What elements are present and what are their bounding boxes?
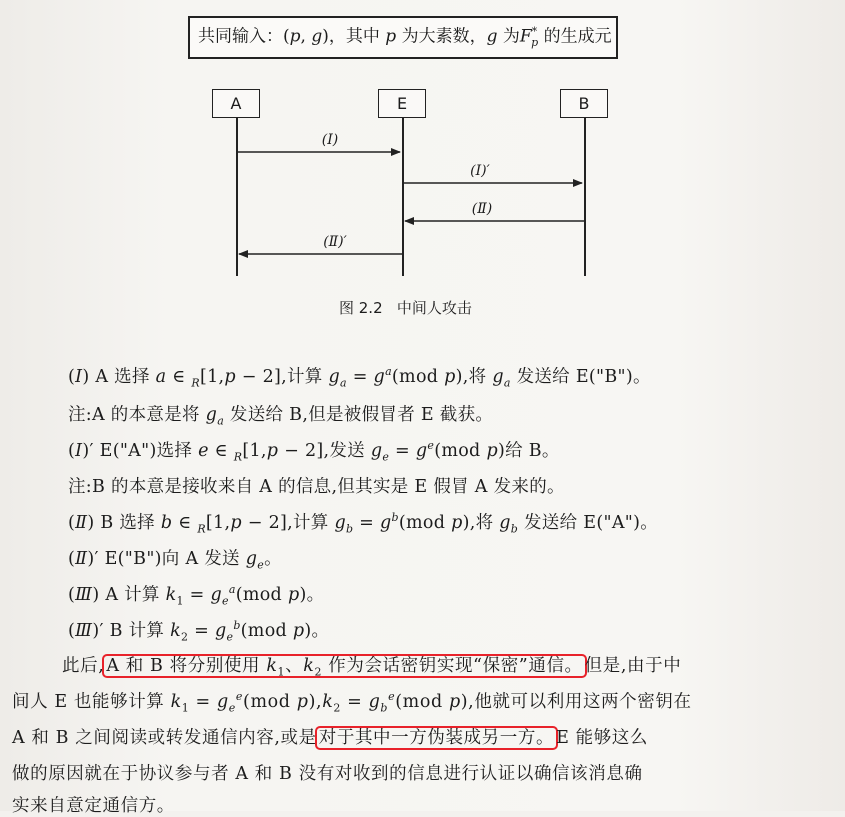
para-l1-pre: 此后, <box>62 656 105 676</box>
label-msg-1p: (Ⅰ)′ <box>470 163 490 179</box>
step-1: (Ⅰ) A 选择 a ∈ $_R$[1,p − 2],计算 $g_a = g^a(mod$ p),将 $g_a$ 发送给 E("B")。 <box>68 365 651 390</box>
step-3p: (Ⅲ)′ B 计算 $k_2 = g_e^b(mod$ p)。 <box>68 619 330 644</box>
para-l3-pre: A 和 B 之间阅读或转发通信内容,或是 <box>12 728 317 748</box>
label-msg-2: (Ⅱ) <box>471 201 493 217</box>
para-line-4: 做的原因就在于协议参与者 A 和 B 没有对收到的信息进行认证以确信该消息确 <box>12 764 643 784</box>
figure-caption: 图 2.2 中间人攻击 <box>339 299 472 317</box>
highlight-box-2: 对于其中一方伪装成另一方。 <box>315 726 558 750</box>
para-l3-post: E 能够这么 <box>556 728 648 748</box>
para-line-5: 实来自意定通信方。 <box>12 796 175 816</box>
common-input-box: 共同输入：(p, g)，其中 p 为大素数，g 为$F^*_p$ 的生成元 <box>188 16 618 59</box>
message-arrows <box>0 0 845 300</box>
step-note-1: 注:A 的本意是将 $g_a$ 发送给 B,但是被假冒者 E 截获。 <box>68 405 494 428</box>
label-msg-1: (Ⅰ) <box>321 132 339 148</box>
para-line-1 <box>62 652 681 679</box>
party-e-label: E <box>396 94 408 113</box>
party-a-label: A <box>230 94 242 113</box>
highlight-box-1: A 和 B 将分别使用 $k_1$、$k_2$ 作为会话密钥实现“保密”通信。 <box>102 654 586 678</box>
step-3: (Ⅲ) A 计算 $k_1 = g_e^a(mod$ p)。 <box>68 583 325 608</box>
label-msg-2p: (Ⅱ)′ <box>323 234 347 250</box>
para-line-3 <box>12 724 648 749</box>
para-line-2: 间人 E 也能够计算 $k_1 = g_e^e(mod$ $p),k_2 = g_b^e(mod$ p),他就可以利用这两个密钥在 <box>12 690 692 715</box>
step-2p: (Ⅱ)′ E("B")向 A 发送 $g_e$。 <box>68 549 282 572</box>
step-note-2: 注:B 的本意是接收来自 A 的信息,但其实是 E 假冒 A 发来的。 <box>68 477 565 497</box>
para-l1-post: 但是,由于中 <box>584 656 682 676</box>
party-b-label: B <box>578 94 590 113</box>
step-1p: (Ⅰ)′ E("A")选择 e ∈ $_R$[1,p − 2],发送 $g_e = g^e(mod$ p)给 B。 <box>68 439 560 464</box>
step-2: (Ⅱ) B 选择 b ∈ $_R$[1,p − 2],计算 $g_b = g^b(mod$ p),将 $g_b$ 发送给 E("A")。 <box>68 511 659 536</box>
